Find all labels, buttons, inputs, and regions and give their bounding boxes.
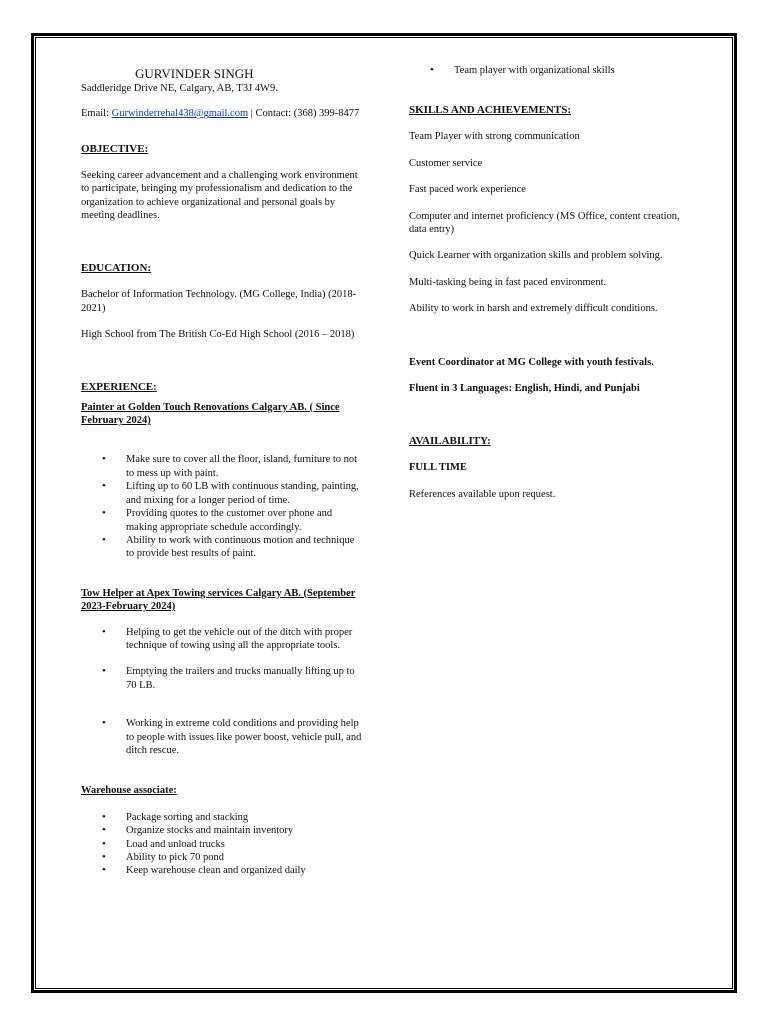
skill-item: Computer and internet proficiency (MS Office, content creation, data entry) [409, 210, 680, 236]
availability-heading: AVAILABILITY: [409, 435, 491, 448]
skill-item: Ability to work in harsh and extremely difficult conditions. [409, 303, 658, 315]
skills-heading: SKILLS AND ACHIEVEMENTS: [409, 104, 571, 117]
list-item: • Ability to pick 70 pond [81, 851, 365, 864]
list-item: • Lifting up to 60 LB with continuous standing, painting, and mixing for a longer period of time. [81, 480, 365, 507]
list-item: • Load and unload trucks [81, 838, 365, 851]
contact-line [81, 107, 365, 120]
objective-text: Seeking career advancement and a challenging work environment to participate, bringing my professionalism and dedication to the organization to achieve organizational and personal goals by meeting deadlines. [81, 169, 358, 222]
job-bullets [81, 811, 365, 878]
list-item: • Team player with organizational skills [409, 64, 699, 77]
email-link[interactable]: Gurwinderrehal438@gmail.com [111, 108, 249, 120]
experience-heading: EXPERIENCE: [81, 380, 157, 393]
skill-item: Fast paced work experience [409, 184, 526, 196]
achievement-item: Event Coordinator at MG College with youth festivals. [409, 356, 654, 368]
candidate-name: GURVINDER SINGH [135, 66, 254, 81]
job-title: Painter at Golden Touch Renovations Calgary AB. ( Since February 2024) [81, 401, 340, 427]
job-title: Tow Helper at Apex Towing services Calgary AB. (September 2023-February 2024) [81, 587, 356, 613]
list-item: • Keep warehouse clean and organized daily [81, 864, 365, 877]
education-heading: EDUCATION: [81, 262, 152, 275]
list-item: • Make sure to cover all the floor, island, furniture to not to mess up with paint. [81, 453, 365, 480]
references-note: References available upon request. [409, 488, 556, 500]
list-item: • Emptying the trailers and trucks manually lifting up to 70 LB. [81, 665, 365, 692]
list-item: • Working in extreme cold conditions and providing help to people with issues like power boost, vehicle pull, and ditch rescue. [81, 717, 365, 757]
skill-item: Multi-tasking being in fast paced environment. [409, 276, 607, 288]
skill-item: Quick Learner with organization skills and problem solving. [409, 250, 663, 262]
address: Saddleridge Drive NE, Calgary, AB, T3J 4W9. [81, 83, 278, 94]
list-item: • Ability to work with continuous motion and technique to provide best results of paint. [81, 534, 365, 561]
objective-heading: OBJECTIVE: [81, 142, 149, 155]
top-bullet-list [409, 64, 699, 77]
job-bullets [81, 453, 365, 560]
left-column [81, 64, 365, 878]
right-column [409, 64, 699, 501]
skill-item: Team Player with strong communication [409, 131, 580, 143]
education-item: High School from The British Co-Ed High School (2016 – 2018) [81, 329, 355, 341]
job-bullets [81, 626, 365, 758]
skill-item: Customer service [409, 157, 483, 169]
list-item: • Helping to get the vehicle out of the ditch with proper technique of towing using all the appropriate tools. [81, 626, 365, 653]
list-item: • Organize stocks and maintain inventory [81, 824, 365, 837]
phone-contact: | Contact: (368) 399-8477 [248, 108, 360, 120]
list-item: • Providing quotes to the customer over phone and making appropriate schedule accordingly. [81, 507, 365, 534]
availability-value: FULL TIME [409, 462, 467, 474]
job-title: Warehouse associate: [81, 785, 177, 797]
education-item: Bachelor of Information Technology. (MG College, India) (2018-2021) [81, 289, 357, 314]
list-item: • Package sorting and stacking [81, 811, 365, 824]
email-label: Email: [81, 108, 112, 120]
achievement-item: Fluent in 3 Languages: English, Hindi, and Punjabi [409, 383, 640, 395]
